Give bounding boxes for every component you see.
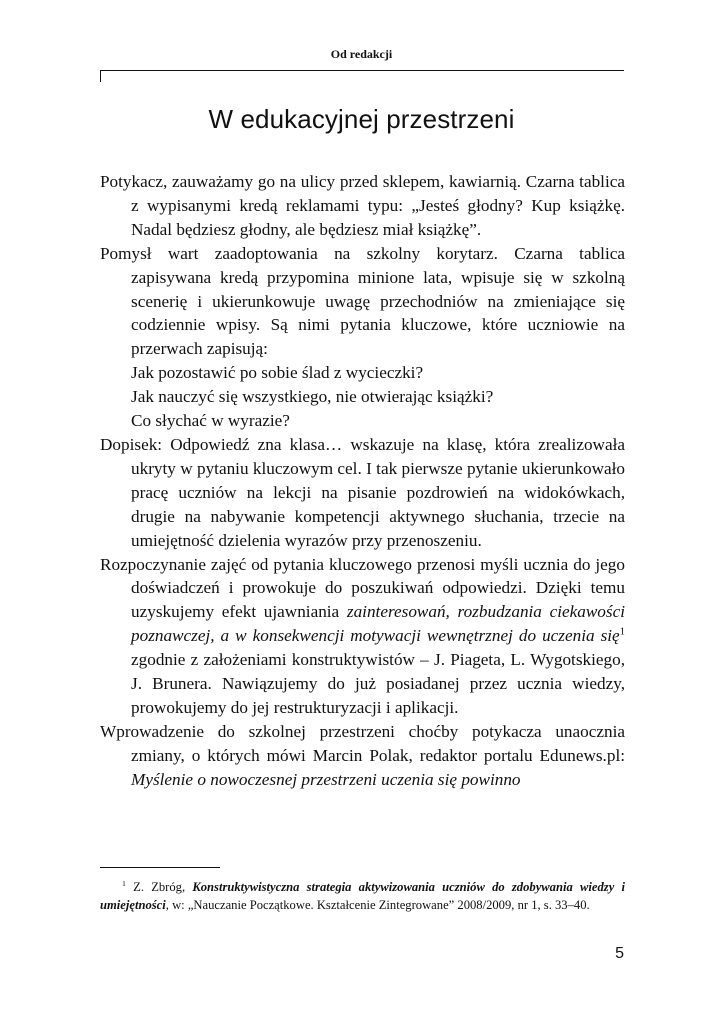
header-rule — [100, 70, 624, 71]
footnote-number: 1 — [122, 878, 126, 888]
header-rule-tick — [100, 70, 101, 82]
page-number: 5 — [615, 945, 624, 962]
footnote-rest: , w: „Nauczanie Początkowe. Kształcenie Zintegrowane” 2008/2009, nr 1, s. 33–40. — [165, 897, 590, 912]
paragraph-4-end: zgodnie z założeniami konstruktywistów – J. Piageta, L. Wygotskiego, J. Brunera. Nawiązujemy do już posiadanej przez ucznia wiedzy, prowokujemy do jej restrukturyzacji i aplikacji. — [131, 650, 625, 717]
article-title: W edukacyjnej przestrzeni — [208, 104, 515, 134]
question-1: Jak pozostawić po sobie ślad z wycieczki? — [131, 363, 424, 383]
paragraph-1: Potykacz, zauważamy go na ulicy przed sklepem, kawiarnią. Czarna tablica z wypisanymi kredą reklamami typu: „Jesteś głodny? Kup książkę. Nadal będziesz głodny, ale będziesz miał książkę”. — [100, 172, 625, 239]
footnote-title: Konstruktywistyczna strategia aktywizowania uczniów do zdobywania wiedzy i umiejętności — [100, 880, 626, 912]
paragraph-5-start: Wprowadzenie do szkolnej przestrzeni choćby potykacza unaocznia zmiany, o których mówi Marcin Polak, redaktor portalu Edunews.pl: — [100, 721, 625, 765]
paragraph-4-italic: zainteresowań, rozbudzania ciekawości poznawczej, a w konsekwencji motywacji wewnętrznej do uczenia się — [131, 602, 625, 646]
footnote-rule — [100, 867, 220, 868]
footnote-reference: 1 — [619, 626, 625, 638]
footnote — [100, 879, 625, 914]
paragraph-5 — [100, 720, 625, 792]
footnote-text — [100, 879, 625, 914]
question-3: Co słychać w wyrazie? — [131, 411, 290, 431]
running-head: Od redakcji — [330, 47, 393, 61]
paragraph-4 — [100, 553, 625, 720]
question-2: Jak nauczyć się wszystkiego, nie otwierając książki? — [131, 387, 494, 407]
paragraph-5-italic: Myślenie o nowoczesnej przestrzeni uczenia się powinno — [131, 769, 521, 789]
paragraph-3: Dopisek: Odpowiedź zna klasa… wskazuje na klasę, która zrealizowała ukryty w pytaniu kluczowym cel. I tak pierwsze pytanie ukierunkowało pracę uczniów na lekcji na pisanie pozdrowień na widokówkach, drugie na nabywanie kompetencji aktywnego słuchania, trzecie na umiejętność dzielenia wyrazów przy przenoszeniu. — [100, 434, 625, 550]
footnote-author: Z. Zbróg, — [125, 880, 193, 894]
article-body — [100, 170, 625, 792]
paragraph-4-start: Rozpoczynanie zajęć od pytania kluczowego przenosi myśli ucznia do jego doświadczeń i prowokuje do poszukiwań odpowiedzi. Dzięki temu uzyskujemy efekt ujawniania — [100, 554, 625, 622]
paragraph-2: Pomysł wart zaadoptowania na szkolny korytarz. Czarna tablica zapisywana kredą przypomina minione lata, wpisuje się w szkolną scenerię i ukierunkowuje uwagę przechodniów na zmieniające się codziennie wpisy. Są nimi pytania kluczowe, które uczniowie na przerwach zapisują: — [100, 243, 625, 359]
